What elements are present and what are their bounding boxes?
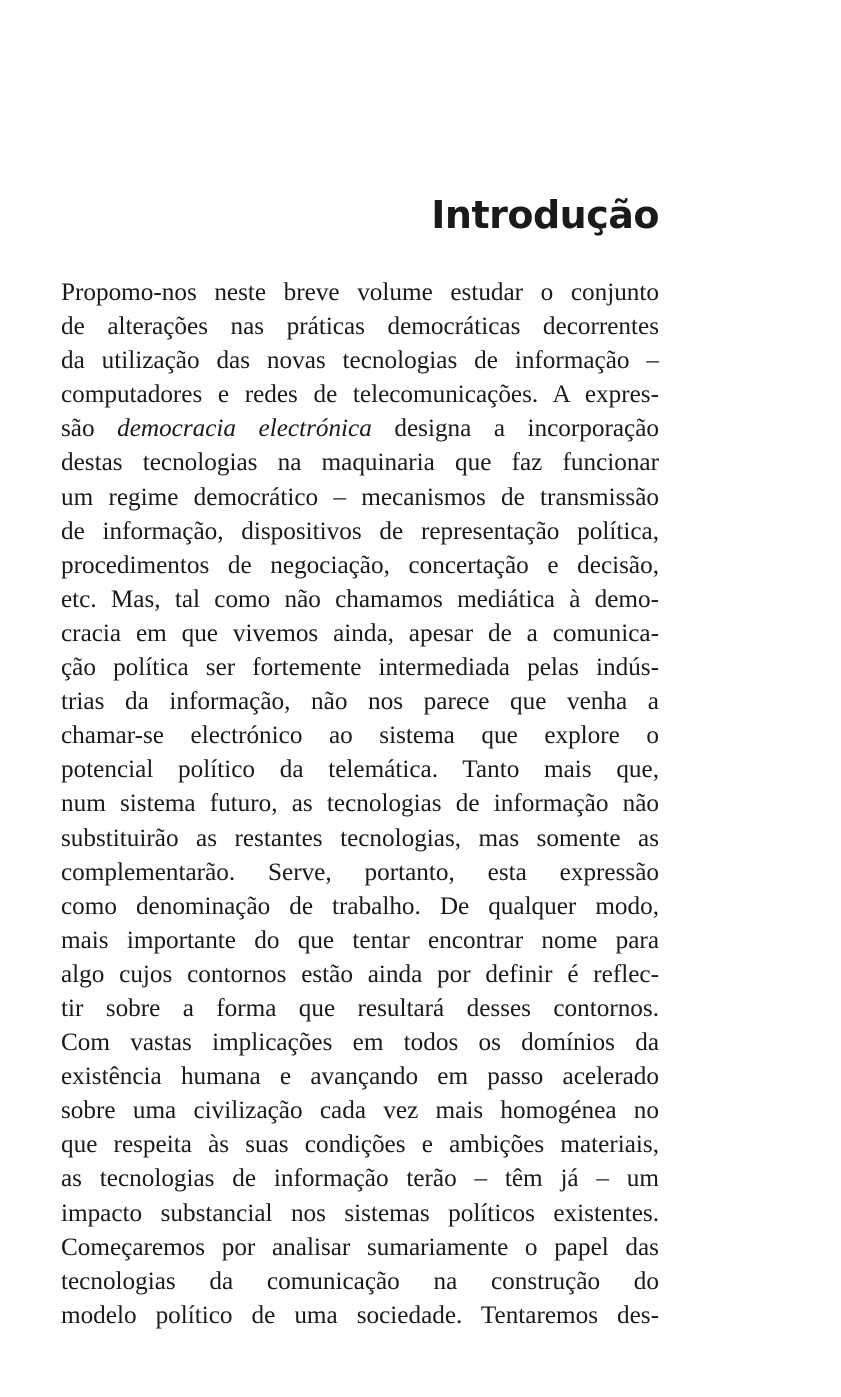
text-line: trias da informação, não nos parece que venha a xyxy=(61,688,659,716)
text-line: complementarão. Serve, portanto, esta expressão xyxy=(61,858,659,886)
text-line: Começaremos por analisar sumariamente o papel das xyxy=(61,1233,659,1261)
italic-term: democracia electrónica xyxy=(117,415,372,443)
text-line: chamar-se electrónico ao sistema que explore o xyxy=(61,722,659,750)
text-line: ção política ser fortemente intermediada pelas indús- xyxy=(61,654,659,682)
text-line: da utilização das novas tecnologias de informação – xyxy=(61,347,659,375)
text-line: algo cujos contornos estão ainda por definir é reflec- xyxy=(61,960,659,988)
text-line: impacto substancial nos sistemas políticos existentes. xyxy=(61,1199,659,1227)
text-line: sobre uma civilização cada vez mais homogénea no xyxy=(61,1097,659,1125)
text-line: Propomo-nos neste breve volume estudar o conjunto xyxy=(61,279,659,306)
text-line: mais importante do que tentar encontrar nome para xyxy=(61,926,659,954)
text-line: potencial político da telemática. Tanto mais que, xyxy=(61,756,659,784)
text-line: as tecnologias de informação terão – têm já – um xyxy=(61,1165,659,1193)
text-line: Com vastas implicações em todos os domínios da xyxy=(61,1029,659,1057)
chapter-title: Introdução xyxy=(431,193,659,237)
text-line: como denominação de trabalho. De qualquer modo, xyxy=(61,892,659,920)
text-line: de alterações nas práticas democráticas decorrentes xyxy=(61,313,659,341)
text-line: de informação, dispositivos de representação política, xyxy=(61,517,659,545)
text-line: cracia em que vivemos ainda, apesar de a comunica- xyxy=(61,619,659,647)
body-text xyxy=(61,276,659,1333)
text-line: são democracia electrónica designa a incorporação xyxy=(61,415,659,443)
text-line: computadores e redes de telecomunicações. A expres- xyxy=(61,381,659,409)
text-line: destas tecnologias na maquinaria que faz funcionar xyxy=(61,449,659,477)
text-line: modelo político de uma sociedade. Tentaremos des- xyxy=(61,1301,659,1329)
text-line: etc. Mas, tal como não chamamos mediática à demo- xyxy=(61,585,659,613)
text-line: existência humana e avançando em passo acelerado xyxy=(61,1063,659,1091)
text-line: substituirão as restantes tecnologias, mas somente as xyxy=(61,824,659,852)
text-line: um regime democrático – mecanismos de transmissão xyxy=(61,483,659,511)
text-line: que respeita às suas condições e ambições materiais, xyxy=(61,1131,659,1159)
text-line: num sistema futuro, as tecnologias de informação não xyxy=(61,790,659,818)
text-line: tecnologias da comunicação na construção do xyxy=(61,1267,659,1295)
text-line: procedimentos de negociação, concertação e decisão, xyxy=(61,551,659,579)
text-line: tir sobre a forma que resultará desses contornos. xyxy=(61,994,659,1022)
